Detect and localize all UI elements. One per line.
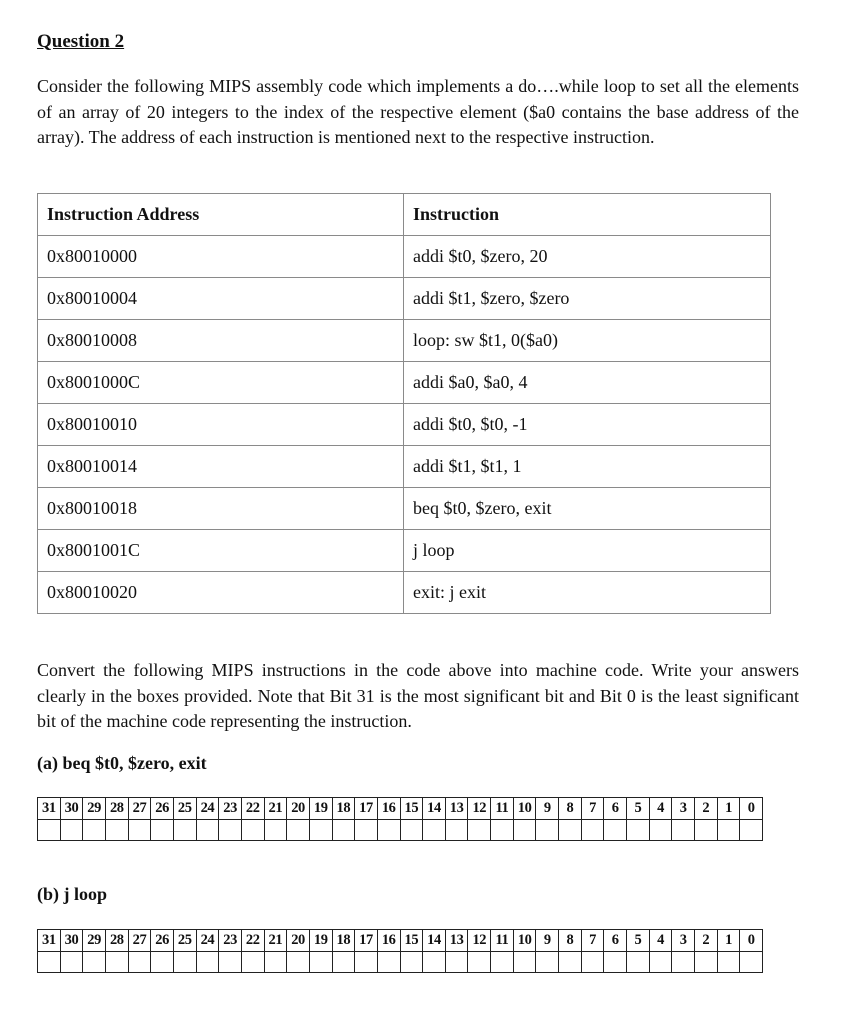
bit-number-cell: 29 — [83, 930, 106, 952]
instruction-cell: addi $t1, $zero, $zero — [404, 278, 771, 320]
bit-number-cell: 20 — [287, 930, 310, 952]
bit-answer-box[interactable] — [717, 952, 740, 973]
bit-answer-box[interactable] — [377, 952, 400, 973]
bit-answer-box[interactable] — [60, 820, 83, 841]
bit-number-cell: 30 — [60, 798, 83, 820]
answer-row — [38, 952, 763, 973]
bit-number-cell: 17 — [355, 798, 378, 820]
bit-answer-box[interactable] — [740, 820, 763, 841]
code-table-header-row — [38, 194, 771, 236]
bit-answer-box[interactable] — [581, 820, 604, 841]
bit-answer-box[interactable] — [536, 952, 559, 973]
bit-answer-box[interactable] — [219, 952, 242, 973]
bit-answer-box[interactable] — [309, 820, 332, 841]
bit-number-cell: 7 — [581, 930, 604, 952]
bit-answer-box[interactable] — [445, 820, 468, 841]
bit-number-cell: 31 — [38, 798, 61, 820]
bit-answer-box[interactable] — [468, 820, 491, 841]
address-cell: 0x80010010 — [38, 404, 404, 446]
bit-number-cell: 15 — [400, 798, 423, 820]
bit-answer-box[interactable] — [672, 820, 695, 841]
bit-number-cell: 19 — [309, 930, 332, 952]
bit-answer-box[interactable] — [627, 820, 650, 841]
part-b-label: (b) j loop — [37, 884, 108, 904]
bit-number-cell: 13 — [445, 930, 468, 952]
instruction-cell: exit: j exit — [404, 572, 771, 614]
bit-answer-box[interactable] — [264, 952, 287, 973]
bit-answer-box[interactable] — [287, 952, 310, 973]
bit-answer-box[interactable] — [151, 820, 174, 841]
bit-number-cell: 6 — [604, 798, 627, 820]
bit-number-cell: 22 — [241, 930, 264, 952]
bit-answer-box[interactable] — [219, 820, 242, 841]
bit-number-cell: 0 — [740, 798, 763, 820]
header-instruction: Instruction — [404, 194, 771, 236]
bit-answer-box[interactable] — [423, 820, 446, 841]
bit-answer-box[interactable] — [38, 952, 61, 973]
bit-number-cell: 15 — [400, 930, 423, 952]
bit-answer-box[interactable] — [377, 820, 400, 841]
bit-answer-box[interactable] — [581, 952, 604, 973]
bit-answer-box[interactable] — [468, 952, 491, 973]
bit-number-cell: 3 — [672, 930, 695, 952]
bit-number-cell: 26 — [151, 798, 174, 820]
bit-number-cell: 31 — [38, 930, 61, 952]
code-table — [37, 193, 771, 614]
bit-answer-box[interactable] — [83, 952, 106, 973]
bit-answer-box[interactable] — [400, 820, 423, 841]
bit-number-cell: 14 — [423, 930, 446, 952]
bit-answer-box[interactable] — [536, 820, 559, 841]
bit-answer-box[interactable] — [173, 820, 196, 841]
bit-number-cell: 11 — [491, 798, 514, 820]
bit-number-cell: 2 — [695, 798, 718, 820]
bit-number-cell: 8 — [559, 930, 582, 952]
bit-number-cell: 26 — [151, 930, 174, 952]
bit-answer-box[interactable] — [105, 952, 128, 973]
instruction-cell: j loop — [404, 530, 771, 572]
table-row — [38, 530, 771, 572]
bit-grid-a — [37, 797, 763, 841]
bit-answer-box[interactable] — [604, 952, 627, 973]
address-cell: 0x80010008 — [38, 320, 404, 362]
instruction-cell: beq $t0, $zero, exit — [404, 488, 771, 530]
bit-number-cell: 24 — [196, 798, 219, 820]
bit-number-cell: 27 — [128, 798, 151, 820]
bit-answer-box[interactable] — [105, 820, 128, 841]
bit-number-cell: 8 — [559, 798, 582, 820]
bit-answer-box[interactable] — [672, 952, 695, 973]
bit-answer-box[interactable] — [173, 952, 196, 973]
bit-answer-box[interactable] — [717, 820, 740, 841]
bit-answer-box[interactable] — [355, 820, 378, 841]
bit-answer-box[interactable] — [513, 820, 536, 841]
bit-answer-box[interactable] — [559, 952, 582, 973]
bit-number-cell: 2 — [695, 930, 718, 952]
bit-answer-box[interactable] — [513, 952, 536, 973]
bit-number-cell: 18 — [332, 798, 355, 820]
question-title: Question 2 — [37, 31, 125, 52]
bit-answer-box[interactable] — [627, 952, 650, 973]
bit-number-cell: 10 — [513, 798, 536, 820]
bit-number-row — [38, 930, 763, 952]
bit-number-cell: 9 — [536, 930, 559, 952]
bit-number-cell: 1 — [717, 798, 740, 820]
bit-grid-b — [37, 929, 763, 973]
bit-number-cell: 22 — [241, 798, 264, 820]
bit-number-cell: 12 — [468, 798, 491, 820]
bit-answer-box[interactable] — [60, 952, 83, 973]
bit-answer-box[interactable] — [695, 820, 718, 841]
bit-number-cell: 3 — [672, 798, 695, 820]
header-instruction-address: Instruction Address — [38, 194, 404, 236]
bit-number-cell: 9 — [536, 798, 559, 820]
bit-number-cell: 7 — [581, 798, 604, 820]
bit-number-cell: 28 — [105, 798, 128, 820]
bit-answer-box[interactable] — [128, 952, 151, 973]
table-row — [38, 446, 771, 488]
conversion-instructions: Convert the following MIPS instructions in the code above into machine code. Write your answers clearly in the boxes provided. Note that Bit 31 is the most significant bit and Bit 0 is the least significant bit of the machine code representing the instruction. — [37, 660, 799, 731]
bit-number-cell: 21 — [264, 798, 287, 820]
bit-number-cell: 1 — [717, 930, 740, 952]
bit-answer-box[interactable] — [241, 820, 264, 841]
table-row — [38, 320, 771, 362]
bit-number-row — [38, 798, 763, 820]
bit-answer-box[interactable] — [740, 952, 763, 973]
bit-number-cell: 29 — [83, 798, 106, 820]
bit-answer-box[interactable] — [604, 820, 627, 841]
bit-answer-box[interactable] — [332, 952, 355, 973]
address-cell: 0x80010004 — [38, 278, 404, 320]
table-row — [38, 362, 771, 404]
instruction-cell: addi $a0, $a0, 4 — [404, 362, 771, 404]
bit-number-cell: 4 — [649, 798, 672, 820]
bit-number-cell: 16 — [377, 930, 400, 952]
bit-answer-box[interactable] — [649, 820, 672, 841]
bit-number-cell: 20 — [287, 798, 310, 820]
bit-number-cell: 30 — [60, 930, 83, 952]
bit-answer-box[interactable] — [38, 820, 61, 841]
bit-answer-box[interactable] — [695, 952, 718, 973]
address-cell: 0x8001000C — [38, 362, 404, 404]
address-cell: 0x8001001C — [38, 530, 404, 572]
address-cell: 0x80010014 — [38, 446, 404, 488]
bit-answer-box[interactable] — [83, 820, 106, 841]
bit-number-cell: 18 — [332, 930, 355, 952]
bit-number-cell: 10 — [513, 930, 536, 952]
bit-answer-box[interactable] — [559, 820, 582, 841]
bit-answer-box[interactable] — [151, 952, 174, 973]
bit-answer-box[interactable] — [264, 820, 287, 841]
table-row — [38, 572, 771, 614]
bit-answer-box[interactable] — [241, 952, 264, 973]
address-cell: 0x80010020 — [38, 572, 404, 614]
answer-row — [38, 820, 763, 841]
bit-number-cell: 12 — [468, 930, 491, 952]
bit-answer-box[interactable] — [196, 820, 219, 841]
bit-number-cell: 28 — [105, 930, 128, 952]
table-row — [38, 404, 771, 446]
bit-answer-box[interactable] — [491, 952, 514, 973]
bit-answer-box[interactable] — [332, 820, 355, 841]
instruction-cell: addi $t0, $zero, 20 — [404, 236, 771, 278]
bit-answer-box[interactable] — [649, 952, 672, 973]
bit-number-cell: 17 — [355, 930, 378, 952]
bit-number-cell: 23 — [219, 930, 242, 952]
bit-answer-box[interactable] — [355, 952, 378, 973]
address-cell: 0x80010000 — [38, 236, 404, 278]
bit-answer-box[interactable] — [423, 952, 446, 973]
bit-number-cell: 5 — [627, 930, 650, 952]
bit-number-cell: 16 — [377, 798, 400, 820]
instruction-cell: loop: sw $t1, 0($a0) — [404, 320, 771, 362]
table-row — [38, 278, 771, 320]
instruction-cell: addi $t0, $t0, -1 — [404, 404, 771, 446]
bit-answer-box[interactable] — [287, 820, 310, 841]
bit-number-cell: 4 — [649, 930, 672, 952]
bit-answer-box[interactable] — [309, 952, 332, 973]
bit-number-cell: 23 — [219, 798, 242, 820]
bit-number-cell: 5 — [627, 798, 650, 820]
bit-number-cell: 14 — [423, 798, 446, 820]
part-a-label: (a) beq $t0, $zero, exit — [37, 753, 207, 773]
bit-answer-box[interactable] — [491, 820, 514, 841]
bit-number-cell: 11 — [491, 930, 514, 952]
instruction-cell: addi $t1, $t1, 1 — [404, 446, 771, 488]
intro-paragraph: Consider the following MIPS assembly code which implements a do….while loop to set all the elements of an array of 20 integers to the index of the respective element ($a0 contains the base address of the array). The address of each instruction is mentioned next to the respective instruction. — [37, 76, 799, 147]
bit-number-cell: 13 — [445, 798, 468, 820]
bit-number-cell: 25 — [173, 930, 196, 952]
bit-number-cell: 27 — [128, 930, 151, 952]
address-cell: 0x80010018 — [38, 488, 404, 530]
bit-number-cell: 25 — [173, 798, 196, 820]
table-row — [38, 488, 771, 530]
bit-answer-box[interactable] — [196, 952, 219, 973]
bit-number-cell: 21 — [264, 930, 287, 952]
bit-number-cell: 19 — [309, 798, 332, 820]
bit-answer-box[interactable] — [400, 952, 423, 973]
table-row — [38, 236, 771, 278]
bit-answer-box[interactable] — [128, 820, 151, 841]
bit-number-cell: 0 — [740, 930, 763, 952]
bit-number-cell: 6 — [604, 930, 627, 952]
bit-number-cell: 24 — [196, 930, 219, 952]
bit-answer-box[interactable] — [445, 952, 468, 973]
